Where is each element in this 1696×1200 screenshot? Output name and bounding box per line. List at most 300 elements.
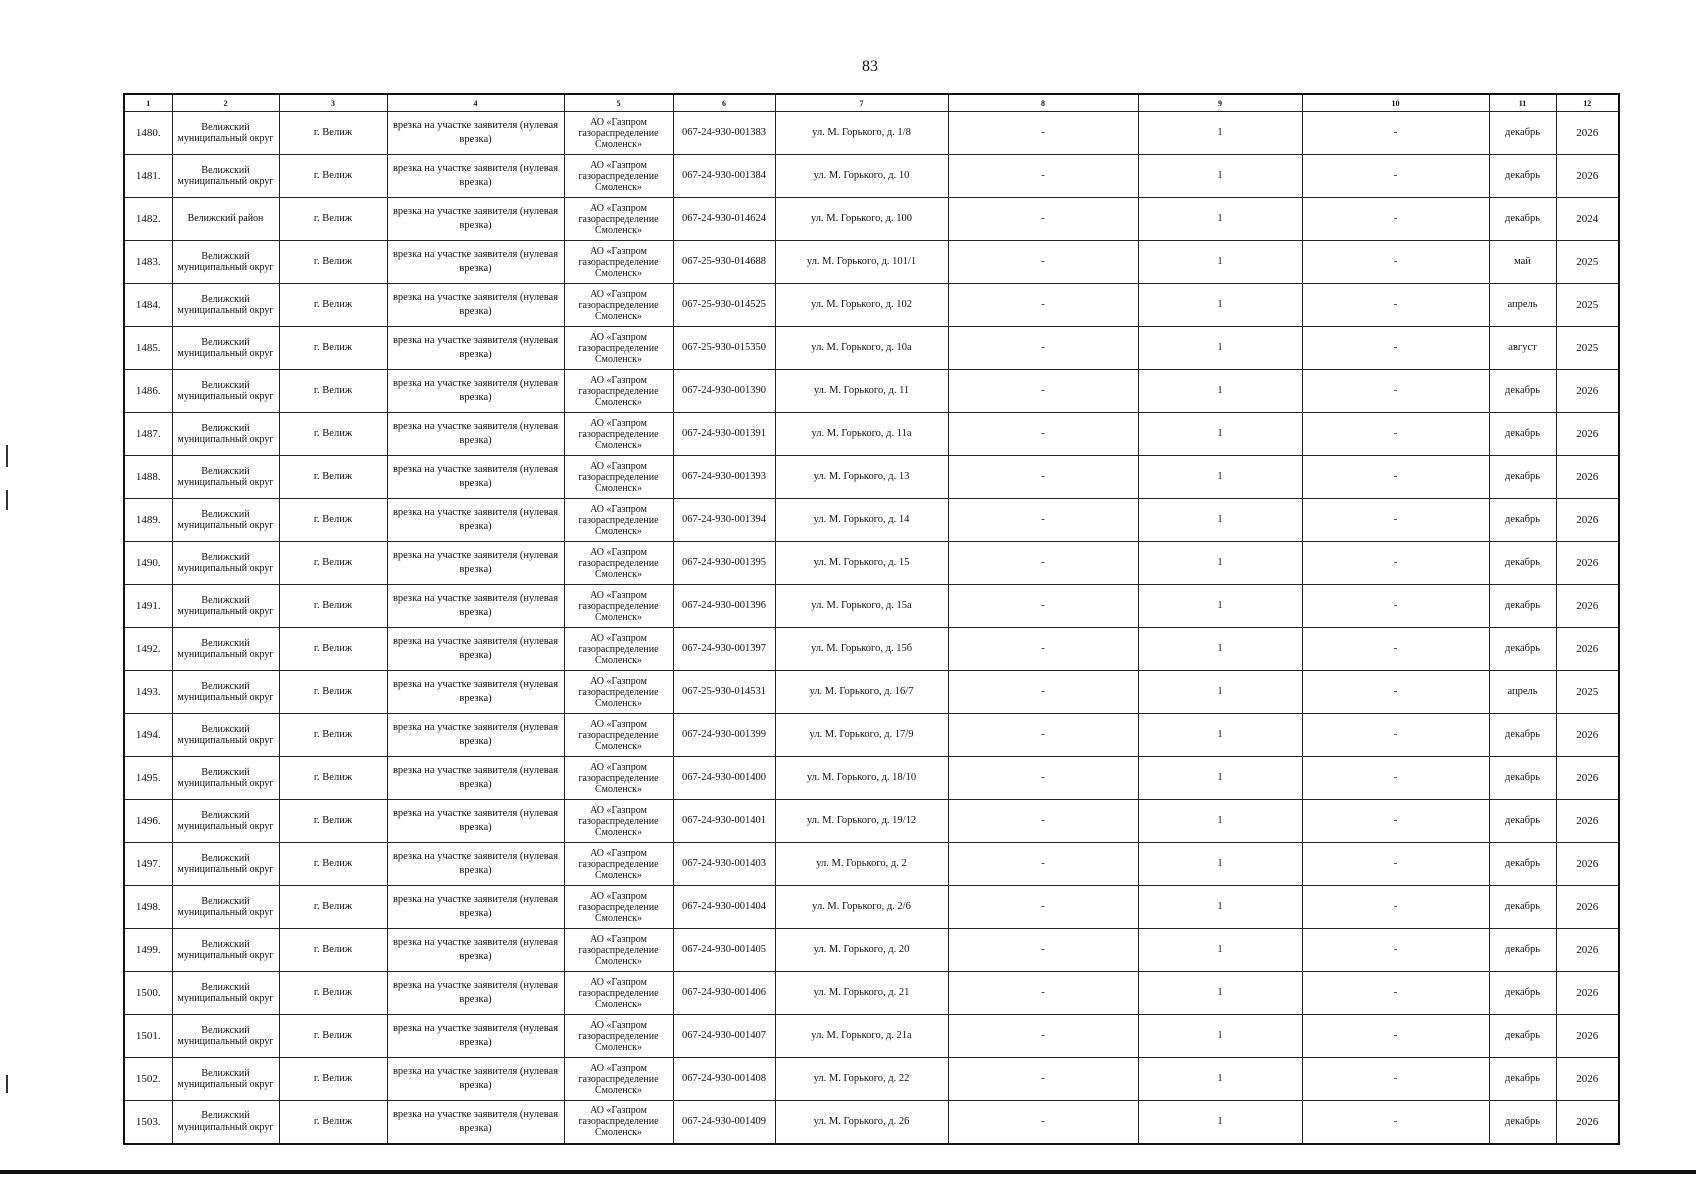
column-10-cell: - xyxy=(1302,1101,1489,1144)
city-cell: г. Велиж xyxy=(279,284,387,327)
object-code-cell: 067-24-930-001404 xyxy=(673,886,775,929)
table-row xyxy=(124,757,1619,800)
column-10-cell: - xyxy=(1302,714,1489,757)
column-number-header: 11 xyxy=(1489,94,1556,112)
column-10-cell: - xyxy=(1302,499,1489,542)
column-number-header: 10 xyxy=(1302,94,1489,112)
address-cell: ул. М. Горького, д. 1/8 xyxy=(775,112,948,155)
table-row xyxy=(124,499,1619,542)
city-cell: г. Велиж xyxy=(279,714,387,757)
column-number-header: 8 xyxy=(948,94,1138,112)
year-cell: 2026 xyxy=(1556,1101,1619,1144)
column-10-cell: - xyxy=(1302,241,1489,284)
column-9-cell: 1 xyxy=(1138,1101,1302,1144)
organization-cell: АО «Газпром газораспределение Смоленск» xyxy=(564,1101,673,1144)
district-cell: Велижский муниципальный округ xyxy=(172,585,279,628)
table-row xyxy=(124,1015,1619,1058)
district-cell: Велижский муниципальный округ xyxy=(172,112,279,155)
district-cell: Велижский муниципальный округ xyxy=(172,714,279,757)
work-type-cell: врезка на участке заявителя (нулевая врезка) xyxy=(387,456,564,499)
object-code-cell: 067-24-930-001391 xyxy=(673,413,775,456)
year-cell: 2026 xyxy=(1556,112,1619,155)
work-type-cell: врезка на участке заявителя (нулевая врезка) xyxy=(387,714,564,757)
column-10-cell: - xyxy=(1302,929,1489,972)
organization-cell: АО «Газпром газораспределение Смоленск» xyxy=(564,155,673,198)
year-cell: 2025 xyxy=(1556,671,1619,714)
month-cell: декабрь xyxy=(1489,198,1556,241)
district-cell: Велижский муниципальный округ xyxy=(172,155,279,198)
address-cell: ул. М. Горького, д. 10 xyxy=(775,155,948,198)
month-cell: август xyxy=(1489,327,1556,370)
year-cell: 2026 xyxy=(1556,155,1619,198)
column-8-cell: - xyxy=(948,198,1138,241)
table-row xyxy=(124,671,1619,714)
column-9-cell: 1 xyxy=(1138,370,1302,413)
month-cell: декабрь xyxy=(1489,929,1556,972)
year-cell: 2026 xyxy=(1556,886,1619,929)
city-cell: г. Велиж xyxy=(279,542,387,585)
table-row xyxy=(124,327,1619,370)
month-cell: декабрь xyxy=(1489,585,1556,628)
column-10-cell: - xyxy=(1302,327,1489,370)
column-number-header: 12 xyxy=(1556,94,1619,112)
table-row xyxy=(124,370,1619,413)
month-cell: декабрь xyxy=(1489,413,1556,456)
work-type-cell: врезка на участке заявителя (нулевая врезка) xyxy=(387,1058,564,1101)
district-cell: Велижский муниципальный округ xyxy=(172,886,279,929)
object-code-cell: 067-24-930-001401 xyxy=(673,800,775,843)
city-cell: г. Велиж xyxy=(279,241,387,284)
organization-cell: АО «Газпром газораспределение Смоленск» xyxy=(564,714,673,757)
column-9-cell: 1 xyxy=(1138,585,1302,628)
column-8-cell: - xyxy=(948,370,1138,413)
address-cell: ул. М. Горького, д. 15б xyxy=(775,628,948,671)
row-number-cell: 1494. xyxy=(124,714,172,757)
year-cell: 2026 xyxy=(1556,370,1619,413)
address-cell: ул. М. Горького, д. 21 xyxy=(775,972,948,1015)
row-number-cell: 1488. xyxy=(124,456,172,499)
address-cell: ул. М. Горького, д. 20 xyxy=(775,929,948,972)
year-cell: 2026 xyxy=(1556,757,1619,800)
column-10-cell: - xyxy=(1302,155,1489,198)
object-code-cell: 067-24-930-001407 xyxy=(673,1015,775,1058)
column-8-cell: - xyxy=(948,413,1138,456)
column-9-cell: 1 xyxy=(1138,843,1302,886)
work-type-cell: врезка на участке заявителя (нулевая врезка) xyxy=(387,112,564,155)
column-9-cell: 1 xyxy=(1138,800,1302,843)
organization-cell: АО «Газпром газораспределение Смоленск» xyxy=(564,1058,673,1101)
table-row xyxy=(124,929,1619,972)
column-number-header: 9 xyxy=(1138,94,1302,112)
work-type-cell: врезка на участке заявителя (нулевая врезка) xyxy=(387,284,564,327)
column-9-cell: 1 xyxy=(1138,542,1302,585)
column-8-cell: - xyxy=(948,542,1138,585)
organization-cell: АО «Газпром газораспределение Смоленск» xyxy=(564,499,673,542)
object-code-cell: 067-24-930-001383 xyxy=(673,112,775,155)
year-cell: 2026 xyxy=(1556,628,1619,671)
organization-cell: АО «Газпром газораспределение Смоленск» xyxy=(564,886,673,929)
column-10-cell: - xyxy=(1302,1015,1489,1058)
column-8-cell: - xyxy=(948,112,1138,155)
year-cell: 2026 xyxy=(1556,972,1619,1015)
object-code-cell: 067-24-930-001390 xyxy=(673,370,775,413)
scan-margin-mark xyxy=(6,1075,8,1093)
city-cell: г. Велиж xyxy=(279,886,387,929)
object-code-cell: 067-24-930-001399 xyxy=(673,714,775,757)
address-cell: ул. М. Горького, д. 100 xyxy=(775,198,948,241)
table-row xyxy=(124,112,1619,155)
city-cell: г. Велиж xyxy=(279,929,387,972)
object-code-cell: 067-25-930-014525 xyxy=(673,284,775,327)
column-10-cell: - xyxy=(1302,886,1489,929)
district-cell: Велижский муниципальный округ xyxy=(172,972,279,1015)
city-cell: г. Велиж xyxy=(279,1015,387,1058)
object-code-cell: 067-24-930-001394 xyxy=(673,499,775,542)
address-cell: ул. М. Горького, д. 16/7 xyxy=(775,671,948,714)
city-cell: г. Велиж xyxy=(279,843,387,886)
column-10-cell: - xyxy=(1302,800,1489,843)
column-9-cell: 1 xyxy=(1138,929,1302,972)
table-row xyxy=(124,413,1619,456)
scan-margin-mark xyxy=(6,490,8,510)
column-8-cell: - xyxy=(948,327,1138,370)
organization-cell: АО «Газпром газораспределение Смоленск» xyxy=(564,456,673,499)
work-type-cell: врезка на участке заявителя (нулевая врезка) xyxy=(387,198,564,241)
object-code-cell: 067-24-930-001395 xyxy=(673,542,775,585)
organization-cell: АО «Газпром газораспределение Смоленск» xyxy=(564,284,673,327)
year-cell: 2026 xyxy=(1556,413,1619,456)
month-cell: декабрь xyxy=(1489,1101,1556,1144)
district-cell: Велижский муниципальный округ xyxy=(172,542,279,585)
row-number-cell: 1497. xyxy=(124,843,172,886)
city-cell: г. Велиж xyxy=(279,155,387,198)
column-10-cell: - xyxy=(1302,1058,1489,1101)
column-8-cell: - xyxy=(948,886,1138,929)
organization-cell: АО «Газпром газораспределение Смоленск» xyxy=(564,413,673,456)
district-cell: Велижский муниципальный округ xyxy=(172,327,279,370)
month-cell: декабрь xyxy=(1489,112,1556,155)
organization-cell: АО «Газпром газораспределение Смоленск» xyxy=(564,843,673,886)
address-cell: ул. М. Горького, д. 15а xyxy=(775,585,948,628)
year-cell: 2026 xyxy=(1556,1058,1619,1101)
address-cell: ул. М. Горького, д. 17/9 xyxy=(775,714,948,757)
work-type-cell: врезка на участке заявителя (нулевая врезка) xyxy=(387,800,564,843)
column-9-cell: 1 xyxy=(1138,886,1302,929)
row-number-cell: 1501. xyxy=(124,1015,172,1058)
column-9-cell: 1 xyxy=(1138,628,1302,671)
city-cell: г. Велиж xyxy=(279,327,387,370)
address-cell: ул. М. Горького, д. 21а xyxy=(775,1015,948,1058)
work-type-cell: врезка на участке заявителя (нулевая врезка) xyxy=(387,1101,564,1144)
address-cell: ул. М. Горького, д. 11 xyxy=(775,370,948,413)
row-number-cell: 1490. xyxy=(124,542,172,585)
city-cell: г. Велиж xyxy=(279,499,387,542)
district-cell: Велижский район xyxy=(172,198,279,241)
scan-margin-mark xyxy=(6,445,8,467)
city-cell: г. Велиж xyxy=(279,585,387,628)
year-cell: 2026 xyxy=(1556,1015,1619,1058)
organization-cell: АО «Газпром газораспределение Смоленск» xyxy=(564,671,673,714)
work-type-cell: врезка на участке заявителя (нулевая врезка) xyxy=(387,542,564,585)
organization-cell: АО «Газпром газораспределение Смоленск» xyxy=(564,370,673,413)
month-cell: май xyxy=(1489,241,1556,284)
column-number-header: 7 xyxy=(775,94,948,112)
work-type-cell: врезка на участке заявителя (нулевая врезка) xyxy=(387,671,564,714)
row-number-cell: 1480. xyxy=(124,112,172,155)
object-code-cell: 067-24-930-001405 xyxy=(673,929,775,972)
column-number-header: 2 xyxy=(172,94,279,112)
column-10-cell: - xyxy=(1302,413,1489,456)
work-type-cell: врезка на участке заявителя (нулевая врезка) xyxy=(387,1015,564,1058)
month-cell: декабрь xyxy=(1489,499,1556,542)
row-number-cell: 1487. xyxy=(124,413,172,456)
object-code-cell: 067-25-930-014531 xyxy=(673,671,775,714)
column-number-header: 5 xyxy=(564,94,673,112)
column-9-cell: 1 xyxy=(1138,284,1302,327)
year-cell: 2024 xyxy=(1556,198,1619,241)
address-cell: ул. М. Горького, д. 22 xyxy=(775,1058,948,1101)
column-8-cell: - xyxy=(948,671,1138,714)
city-cell: г. Велиж xyxy=(279,757,387,800)
work-type-cell: врезка на участке заявителя (нулевая врезка) xyxy=(387,155,564,198)
address-cell: ул. М. Горького, д. 101/1 xyxy=(775,241,948,284)
work-type-cell: врезка на участке заявителя (нулевая врезка) xyxy=(387,886,564,929)
row-number-cell: 1483. xyxy=(124,241,172,284)
district-cell: Велижский муниципальный округ xyxy=(172,413,279,456)
year-cell: 2025 xyxy=(1556,241,1619,284)
address-cell: ул. М. Горького, д. 26 xyxy=(775,1101,948,1144)
organization-cell: АО «Газпром газораспределение Смоленск» xyxy=(564,327,673,370)
table-row xyxy=(124,1101,1619,1144)
table-row xyxy=(124,585,1619,628)
column-9-cell: 1 xyxy=(1138,327,1302,370)
district-cell: Велижский муниципальный округ xyxy=(172,241,279,284)
column-9-cell: 1 xyxy=(1138,671,1302,714)
district-cell: Велижский муниципальный округ xyxy=(172,499,279,542)
year-cell: 2025 xyxy=(1556,327,1619,370)
column-8-cell: - xyxy=(948,1058,1138,1101)
row-number-cell: 1496. xyxy=(124,800,172,843)
table-row xyxy=(124,628,1619,671)
district-cell: Велижский муниципальный округ xyxy=(172,929,279,972)
address-cell: ул. М. Горького, д. 10а xyxy=(775,327,948,370)
column-8-cell: - xyxy=(948,499,1138,542)
address-cell: ул. М. Горького, д. 19/12 xyxy=(775,800,948,843)
year-cell: 2026 xyxy=(1556,714,1619,757)
city-cell: г. Велиж xyxy=(279,628,387,671)
address-cell: ул. М. Горького, д. 13 xyxy=(775,456,948,499)
row-number-cell: 1482. xyxy=(124,198,172,241)
address-cell: ул. М. Горького, д. 2 xyxy=(775,843,948,886)
address-cell: ул. М. Горького, д. 15 xyxy=(775,542,948,585)
city-cell: г. Велиж xyxy=(279,972,387,1015)
row-number-cell: 1489. xyxy=(124,499,172,542)
organization-cell: АО «Газпром газораспределение Смоленск» xyxy=(564,585,673,628)
city-cell: г. Велиж xyxy=(279,413,387,456)
column-number-header: 4 xyxy=(387,94,564,112)
city-cell: г. Велиж xyxy=(279,112,387,155)
year-cell: 2026 xyxy=(1556,499,1619,542)
column-10-cell: - xyxy=(1302,671,1489,714)
district-cell: Велижский муниципальный округ xyxy=(172,628,279,671)
column-9-cell: 1 xyxy=(1138,1015,1302,1058)
work-type-cell: врезка на участке заявителя (нулевая врезка) xyxy=(387,413,564,456)
column-8-cell: - xyxy=(948,284,1138,327)
column-10-cell: - xyxy=(1302,757,1489,800)
work-type-cell: врезка на участке заявителя (нулевая врезка) xyxy=(387,757,564,800)
column-10-cell: - xyxy=(1302,843,1489,886)
year-cell: 2026 xyxy=(1556,456,1619,499)
work-type-cell: врезка на участке заявителя (нулевая врезка) xyxy=(387,843,564,886)
object-code-cell: 067-24-930-001384 xyxy=(673,155,775,198)
month-cell: декабрь xyxy=(1489,843,1556,886)
column-10-cell: - xyxy=(1302,112,1489,155)
column-9-cell: 1 xyxy=(1138,112,1302,155)
city-cell: г. Велиж xyxy=(279,800,387,843)
work-type-cell: врезка на участке заявителя (нулевая врезка) xyxy=(387,327,564,370)
work-type-cell: врезка на участке заявителя (нулевая врезка) xyxy=(387,241,564,284)
object-code-cell: 067-24-930-001397 xyxy=(673,628,775,671)
object-code-cell: 067-24-930-001393 xyxy=(673,456,775,499)
column-9-cell: 1 xyxy=(1138,241,1302,284)
city-cell: г. Велиж xyxy=(279,671,387,714)
column-8-cell: - xyxy=(948,972,1138,1015)
object-code-cell: 067-24-930-001403 xyxy=(673,843,775,886)
table-row xyxy=(124,456,1619,499)
row-number-cell: 1502. xyxy=(124,1058,172,1101)
column-9-cell: 1 xyxy=(1138,714,1302,757)
column-9-cell: 1 xyxy=(1138,198,1302,241)
year-cell: 2026 xyxy=(1556,843,1619,886)
column-8-cell: - xyxy=(948,757,1138,800)
column-10-cell: - xyxy=(1302,542,1489,585)
year-cell: 2025 xyxy=(1556,284,1619,327)
bottom-rule xyxy=(0,1170,1696,1174)
year-cell: 2026 xyxy=(1556,800,1619,843)
organization-cell: АО «Газпром газораспределение Смоленск» xyxy=(564,198,673,241)
column-9-cell: 1 xyxy=(1138,413,1302,456)
address-cell: ул. М. Горького, д. 11а xyxy=(775,413,948,456)
column-9-cell: 1 xyxy=(1138,1058,1302,1101)
column-8-cell: - xyxy=(948,241,1138,284)
month-cell: декабрь xyxy=(1489,155,1556,198)
column-8-cell: - xyxy=(948,929,1138,972)
month-cell: декабрь xyxy=(1489,456,1556,499)
object-code-cell: 067-25-930-015350 xyxy=(673,327,775,370)
column-10-cell: - xyxy=(1302,972,1489,1015)
page-number: 83 xyxy=(862,58,878,75)
row-number-cell: 1486. xyxy=(124,370,172,413)
column-9-cell: 1 xyxy=(1138,155,1302,198)
city-cell: г. Велиж xyxy=(279,456,387,499)
table-row xyxy=(124,155,1619,198)
table-row xyxy=(124,542,1619,585)
column-8-cell: - xyxy=(948,1015,1138,1058)
table-row xyxy=(124,198,1619,241)
month-cell: декабрь xyxy=(1489,972,1556,1015)
column-10-cell: - xyxy=(1302,585,1489,628)
district-cell: Велижский муниципальный округ xyxy=(172,1058,279,1101)
works-table-container xyxy=(123,93,1599,1145)
month-cell: декабрь xyxy=(1489,1015,1556,1058)
district-cell: Велижский муниципальный округ xyxy=(172,671,279,714)
column-number-row xyxy=(124,94,1619,112)
city-cell: г. Велиж xyxy=(279,1058,387,1101)
work-type-cell: врезка на участке заявителя (нулевая врезка) xyxy=(387,972,564,1015)
table-row xyxy=(124,1058,1619,1101)
column-10-cell: - xyxy=(1302,370,1489,413)
district-cell: Велижский муниципальный округ xyxy=(172,370,279,413)
column-8-cell: - xyxy=(948,585,1138,628)
row-number-cell: 1498. xyxy=(124,886,172,929)
work-type-cell: врезка на участке заявителя (нулевая врезка) xyxy=(387,370,564,413)
address-cell: ул. М. Горького, д. 14 xyxy=(775,499,948,542)
table-row xyxy=(124,972,1619,1015)
object-code-cell: 067-24-930-001406 xyxy=(673,972,775,1015)
address-cell: ул. М. Горького, д. 18/10 xyxy=(775,757,948,800)
year-cell: 2026 xyxy=(1556,542,1619,585)
column-9-cell: 1 xyxy=(1138,972,1302,1015)
district-cell: Велижский муниципальный округ xyxy=(172,284,279,327)
column-9-cell: 1 xyxy=(1138,499,1302,542)
district-cell: Велижский муниципальный округ xyxy=(172,800,279,843)
district-cell: Велижский муниципальный округ xyxy=(172,843,279,886)
object-code-cell: 067-24-930-001396 xyxy=(673,585,775,628)
column-number-header: 6 xyxy=(673,94,775,112)
column-10-cell: - xyxy=(1302,284,1489,327)
column-9-cell: 1 xyxy=(1138,456,1302,499)
organization-cell: АО «Газпром газораспределение Смоленск» xyxy=(564,112,673,155)
work-type-cell: врезка на участке заявителя (нулевая врезка) xyxy=(387,499,564,542)
work-type-cell: врезка на участке заявителя (нулевая врезка) xyxy=(387,628,564,671)
object-code-cell: 067-24-930-014624 xyxy=(673,198,775,241)
row-number-cell: 1499. xyxy=(124,929,172,972)
row-number-cell: 1491. xyxy=(124,585,172,628)
table-row xyxy=(124,886,1619,929)
column-number-header: 3 xyxy=(279,94,387,112)
column-10-cell: - xyxy=(1302,198,1489,241)
month-cell: декабрь xyxy=(1489,886,1556,929)
row-number-cell: 1493. xyxy=(124,671,172,714)
row-number-cell: 1492. xyxy=(124,628,172,671)
column-8-cell: - xyxy=(948,155,1138,198)
row-number-cell: 1495. xyxy=(124,757,172,800)
table-body xyxy=(124,112,1619,1144)
row-number-cell: 1485. xyxy=(124,327,172,370)
works-table xyxy=(123,93,1620,1145)
organization-cell: АО «Газпром газораспределение Смоленск» xyxy=(564,628,673,671)
object-code-cell: 067-25-930-014688 xyxy=(673,241,775,284)
organization-cell: АО «Газпром газораспределение Смоленск» xyxy=(564,800,673,843)
organization-cell: АО «Газпром газораспределение Смоленск» xyxy=(564,972,673,1015)
district-cell: Велижский муниципальный округ xyxy=(172,1015,279,1058)
object-code-cell: 067-24-930-001408 xyxy=(673,1058,775,1101)
month-cell: декабрь xyxy=(1489,1058,1556,1101)
work-type-cell: врезка на участке заявителя (нулевая врезка) xyxy=(387,929,564,972)
month-cell: апрель xyxy=(1489,671,1556,714)
organization-cell: АО «Газпром газораспределение Смоленск» xyxy=(564,929,673,972)
object-code-cell: 067-24-930-001409 xyxy=(673,1101,775,1144)
month-cell: декабрь xyxy=(1489,370,1556,413)
row-number-cell: 1500. xyxy=(124,972,172,1015)
table-header xyxy=(124,94,1619,112)
organization-cell: АО «Газпром газораспределение Смоленск» xyxy=(564,1015,673,1058)
column-8-cell: - xyxy=(948,1101,1138,1144)
year-cell: 2026 xyxy=(1556,929,1619,972)
district-cell: Велижский муниципальный округ xyxy=(172,456,279,499)
column-8-cell: - xyxy=(948,456,1138,499)
month-cell: декабрь xyxy=(1489,757,1556,800)
